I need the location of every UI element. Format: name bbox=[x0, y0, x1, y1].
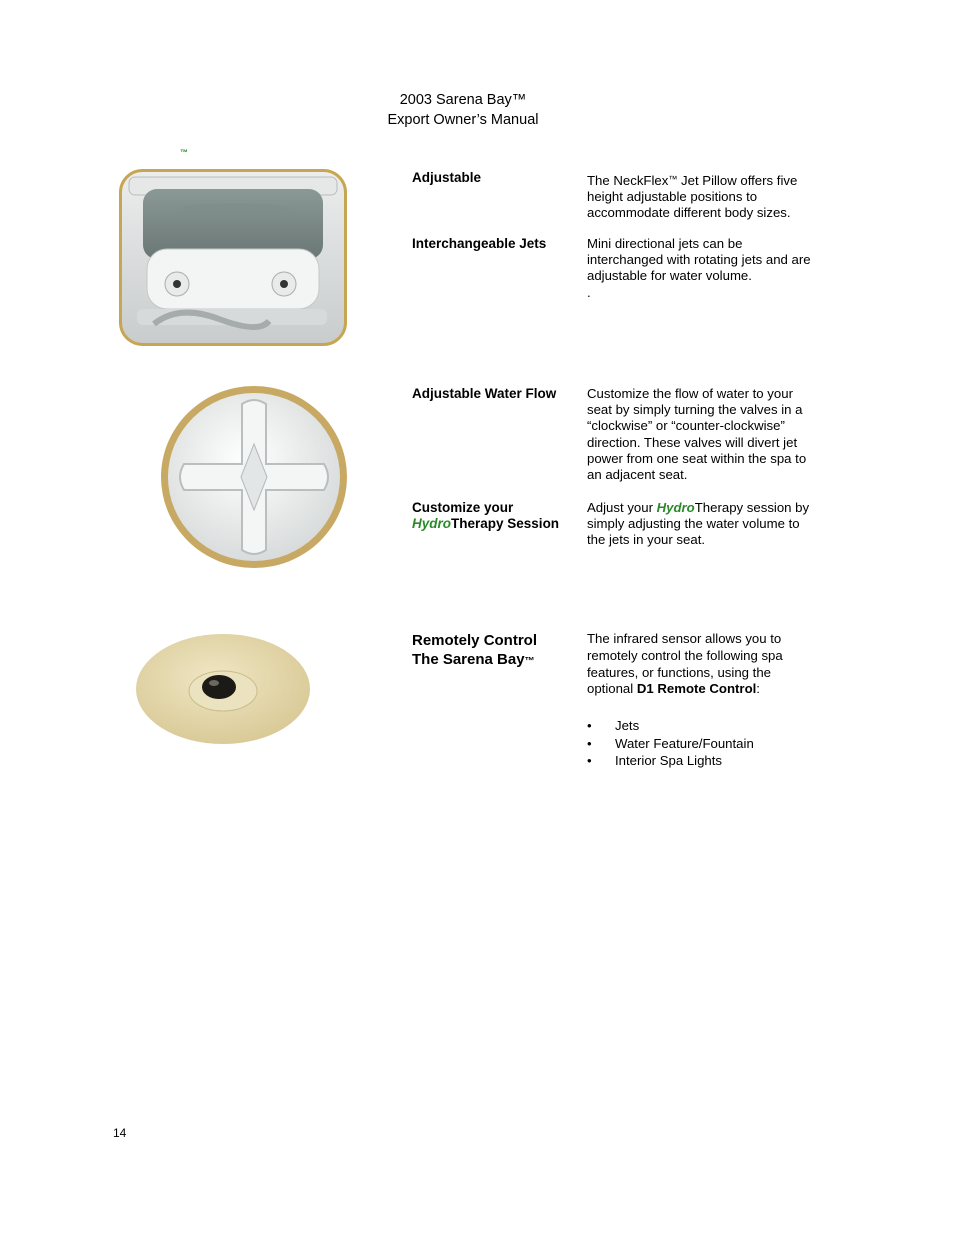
interchangeable-jets-description bbox=[587, 236, 819, 301]
remote-desc-pre: The infrared sensor allows you to remotely control the following spa features, or functions, using the optional bbox=[587, 631, 783, 697]
list-item: • Interior Spa Lights bbox=[587, 752, 819, 770]
page-number: 14 bbox=[113, 1126, 127, 1140]
remote-control-heading bbox=[412, 631, 582, 671]
hydrotherapy-heading-line1: Customize your bbox=[412, 500, 514, 515]
hydrotherapy-heading-rest: Therapy Session bbox=[451, 516, 560, 531]
hydrotherapy-description bbox=[587, 500, 819, 549]
hydrotherapy-desc-post: Therapy session by simply adjusting the water volume to the jets in your seat. bbox=[587, 500, 810, 548]
adjustable-desc-text: The NeckFlex bbox=[587, 173, 669, 188]
adjustable-description bbox=[587, 171, 819, 222]
water-flow-description: Customize the flow of water to your seat by simply turning the valves in a “clockwise” or “counter-clockwise” direction. These valves will divert jet power from one seat within the spa to an adjacent seat. bbox=[587, 386, 807, 483]
d1-remote-control-label: D1 Remote Control bbox=[636, 681, 757, 697]
list-item: • Jets bbox=[587, 717, 819, 735]
hydro-brand-label: Hydro bbox=[412, 516, 452, 531]
neckflex-desc-tm: ™ bbox=[668, 174, 678, 184]
remote-heading-line1: Remotely Control bbox=[412, 632, 538, 649]
remote-heading-line2: The Sarena Bay bbox=[412, 651, 525, 668]
hydrotherapy-heading bbox=[412, 500, 582, 532]
doc-title-line2: Export Owner’s Manual bbox=[387, 112, 539, 128]
remote-features-list bbox=[587, 717, 819, 770]
doc-title bbox=[300, 90, 626, 130]
water-flow-heading: Adjustable Water Flow bbox=[412, 386, 557, 401]
interchangeable-jets-heading: Interchangeable Jets bbox=[412, 236, 547, 251]
interchangeable-desc-trailing: . bbox=[587, 284, 591, 300]
interchangeable-desc-text: Mini directional jets can be interchanged with rotating jets and are adjustable for water volume. bbox=[587, 236, 811, 284]
infrared-sensor-image bbox=[135, 633, 311, 746]
hydrotherapy-desc-pre: Adjust your bbox=[587, 500, 657, 515]
neckflex-tm-mark: ™ bbox=[180, 148, 188, 157]
remote-desc-post: : bbox=[756, 681, 760, 697]
neckflex-pillow-image bbox=[119, 169, 347, 346]
hydro-brand-desc: Hydro bbox=[656, 500, 695, 515]
water-flow-valve-image bbox=[159, 384, 349, 570]
adjustable-desc-text-rest: Jet Pillow offers five height adjustable positions to accommodate different body sizes. bbox=[587, 173, 798, 221]
adjustable-heading: Adjustable bbox=[412, 170, 482, 185]
remote-heading-tm: ™ bbox=[524, 656, 535, 667]
doc-title-line1: 2003 Sarena Bay™ bbox=[399, 92, 527, 108]
remote-control-description bbox=[587, 631, 819, 770]
list-item: • Water Feature/Fountain bbox=[587, 735, 819, 753]
